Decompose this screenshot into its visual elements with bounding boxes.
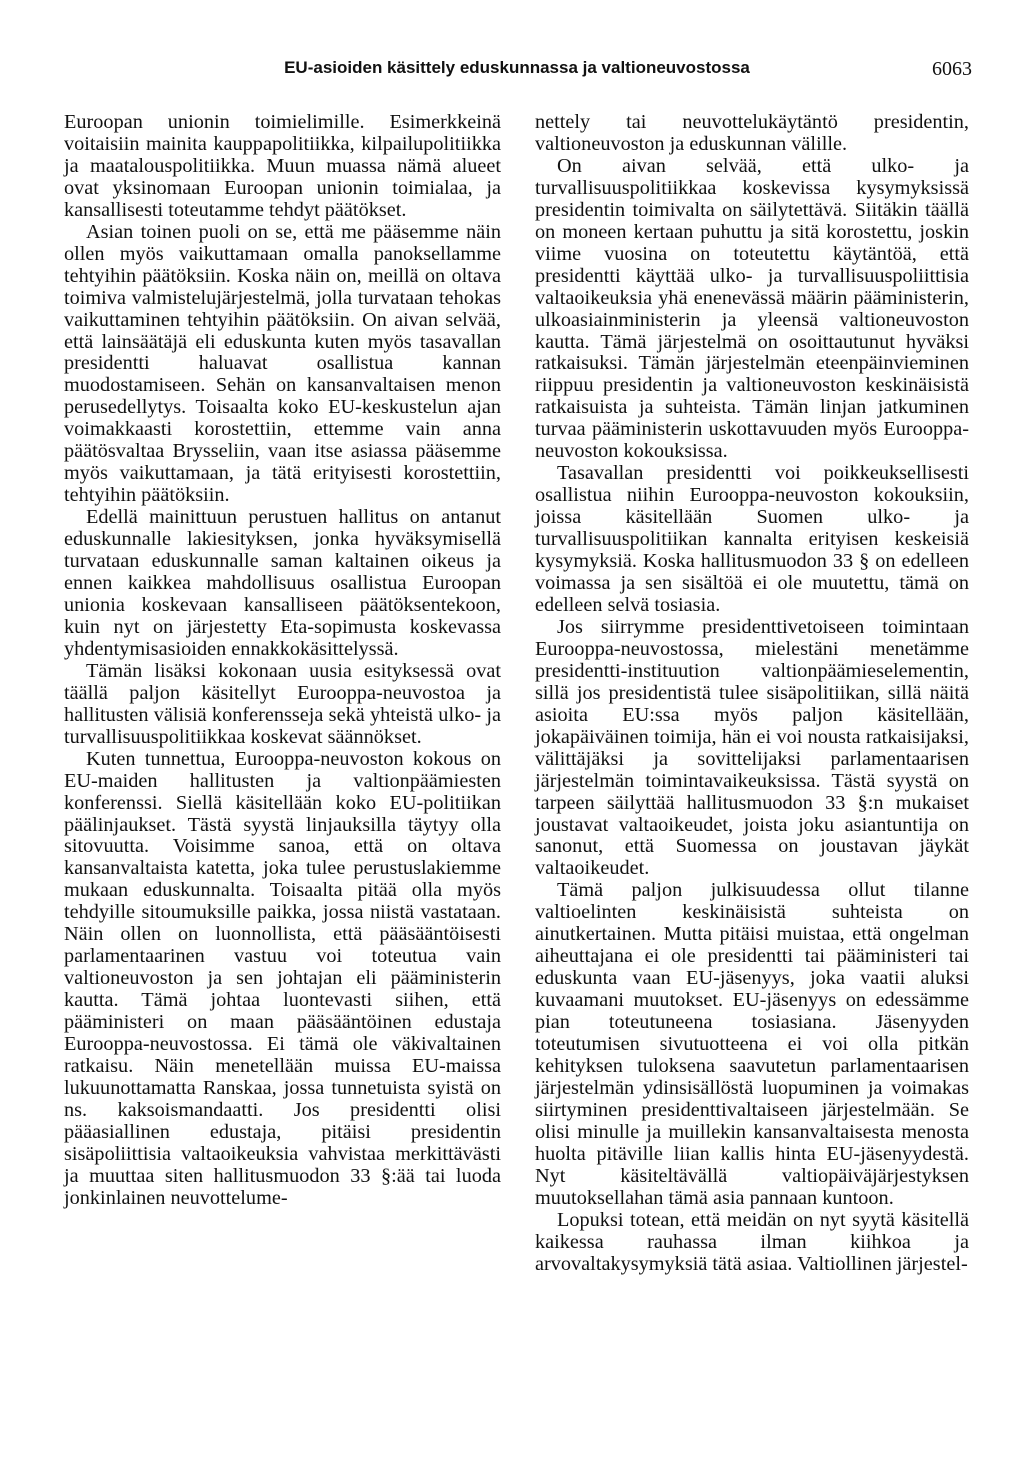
running-title: EU-asioiden käsittely eduskunnassa ja valtioneuvostossa: [284, 58, 750, 77]
paragraph: Jos siirrymme presidenttivetoiseen toimintaan Eurooppa-neuvostossa, mielestäni menetämme presidentti-instituution valtionpäämieselementin, sillä jos presidentistä tulee sisäpolitiikan, sillä näitä asioita EU:ssa myös paljon käsitellään, jokapäiväinen toimija, hän ei voi nousta ratkaisijaksi, välittäjäksi ja sovittelijaksi parlamentaarisen järjestelmän toimintavaikeuksissa. Tästä syystä on tarpeen säilyttää hallitusmuodon 33 §:n mukaiset joustavat valtaoikeudet, joista joku asiantuntija on sanonut, että Suomessa on joustavan jäykät valtaoikeudet.: [535, 615, 969, 880]
paragraph: Euroopan unionin toimielimille. Esimerkkeinä voitaisiin mainita kauppapolitiikka, kilpailupolitiikka ja maatalouspolitiikka. Muun muassa nämä alueet ovat yksinomaan Euroopan unionin toimialaa, ja kansallisesti toteutamme tehdyt päätökset.: [64, 111, 501, 221]
right-column: [535, 112, 969, 1276]
paragraph: Kuten tunnettua, Eurooppa-neuvoston kokous on EU-maiden hallitusten ja valtionpäämiesten konferenssi. Siellä käsitellään koko EU-politiikan päälinjaukset. Tästä syystä linjauksilla täytyy olla sitovuutta. Voisimme sanoa, että on oltava kansanvaltaista katetta, joka tulee perustuslakiemme mukaan eduskunnalta. Toisaalta pitää olla myös tehdyille sitoumuksille paikka, jossa niistä vastataan. Näin ollen on luonnollista, että pääsääntöisesti parlamentaarinen vastuu voi toteutua vain valtioneuvoston ja sen johtajan eli pääministerin kautta. Tämä johtaa luontevasti siihen, että pääministeri on maan pääsääntöinen edustaja Eurooppa-neuvostossa. Ei tämä ole väkivaltainen ratkaisu. Näin menetellään muissa EU-maissa lukuunottamatta Ranskaa, jossa tunnetuista syistä on ns. kaksoismandaatti. Jos presidentti olisi pääasiallinen edustaja, pitäisi presidentin sisäpoliittisia valtaoikeuksia vahvistaa merkittävästi ja muuttaa siten hallitusmuodon 33 §:ää tai luoda jonkinlainen neuvottelume-: [64, 747, 501, 1209]
paragraph: Edellä mainittuun perustuen hallitus on antanut eduskunnalle lakiesityksen, jonka hyväksymisellä turvataan eduskunnalle saman kaltainen oikeus ja ennen kaikkea mahdollisuus osallistua Euroopan unionia koskevaan kansalliseen päätöksentekoon, kuin nyt on järjestetty Eta-sopimusta koskevassa yhdentymisasioiden ennakkokäsittelyssä.: [64, 506, 501, 660]
paragraph: Tämä paljon julkisuudessa ollut tilanne valtioelinten keskinäisistä suhteista on ainutkertainen. Mutta pitäisi muistaa, että ongelman aiheuttajana ei ole presidentti tai pääministeri tai eduskunta vaan EU-jäsenyys, joka vaatii aluksi kuvaamani muutokset. EU-jäsenyys on edessämme pian toteutuneena tosiasiana. Jäsenyyden toteutumisen sivutuotteena ei voi olla pitkän kehityksen tuloksena saavutetun parlamentaarisen järjestelmän ydinsisällöstä luopuminen ja voimakas siirtyminen presidenttivaltaiseen järjestelmään. Se olisi minulle ja muillekin kansanvaltaisesta menosta huolta pitäville liian kallis hinta EU-jäsenyydestä. Nyt käsiteltävällä valtiopäiväjärjestyksen muutoksellahan tämä asia pannaan kuntoon.: [535, 879, 969, 1209]
paragraph: On aivan selvää, että ulko- ja turvallisuuspolitiikkaa koskevissa kysymyksissä presidentin toimivalta on säilytettävä. Siitäkin täällä on moneen kertaan puhuttu ja sitä korostettu, joskin viime vuosina on toteutettu käytäntöä, että presidentti käyttää ulko- ja turvallisuuspoliittisia valtaoikeuksia yhä enenevässä määrin pääministerin, ulkoasiainministerin ja yleensä valtioneuvoston kautta. Tämä järjestelmä on osoittautunut hyväksi ratkaisuksi. Tämän järjestelmän eteenpäinvieminen riippuu presidentin ja valtioneuvoston keskinäisistä ratkaisuista ja suhteista. Tämän linjan jatkuminen turvaa pääministerin uskottavuuden myös Eurooppa-neuvoston kokouksissa.: [535, 154, 969, 463]
left-column: [64, 112, 501, 1210]
paragraph: Tämän lisäksi kokonaan uusia esityksessä ovat täällä paljon käsitellyt Eurooppa-neuvostoa ja hallitusten välisiä konferensseja sekä yhteistä ulko- ja turvallisuuspolitiikkaa koskevat säännökset.: [64, 659, 501, 748]
page-header: [62, 58, 972, 88]
paragraph: Lopuksi totean, että meidän on nyt syytä käsitellä kaikessa rauhassa ilman kiihkoa ja arvovaltakysymyksiä tätä asiaa. Valtiollinen järjestel-: [535, 1208, 969, 1275]
paragraph: Asian toinen puoli on se, että me pääsemme näin ollen myös vaikuttamaan omalla panoksellamme tehtyihin päätöksiin. Koska näin on, meillä on oltava toimiva valmistelujärjestelmä, jolla turvataan tehokas vaikuttaminen tehtyihin päätöksiin. On aivan selvää, että lainsäätäjä eli eduskunta kuten myös tasavallan presidentti haluavat osallistua kannan muodostamiseen. Sehän on kansanvaltaisen menon perusedellytys. Toisaalta koko EU-keskustelun ajan voimakkaasti korostettiin, ettemme vain anna päätösvaltaa Brysseliin, vaan itse asiassa pääsemme myös vaikuttamaan, ja tätä erityisesti korostettiin, tehtyihin päätöksiin.: [64, 220, 501, 507]
paragraph: nettely tai neuvottelukäytäntö presidentin, valtioneuvoston ja eduskunnan välille.: [535, 111, 969, 155]
page-number: 6063: [932, 58, 972, 80]
paragraph: Tasavallan presidentti voi poikkeuksellisesti osallistua niihin Eurooppa-neuvoston kokouksiin, joissa käsitellään Suomen ulko- ja turvallisuuspolitiikan kannalta erityisen keskeisiä kysymyksiä. Koska hallitusmuodon 33 § on edelleen voimassa ja sen sisältöä ei ole muutettu, tämä on edelleen selvä tosiasia.: [535, 462, 969, 616]
